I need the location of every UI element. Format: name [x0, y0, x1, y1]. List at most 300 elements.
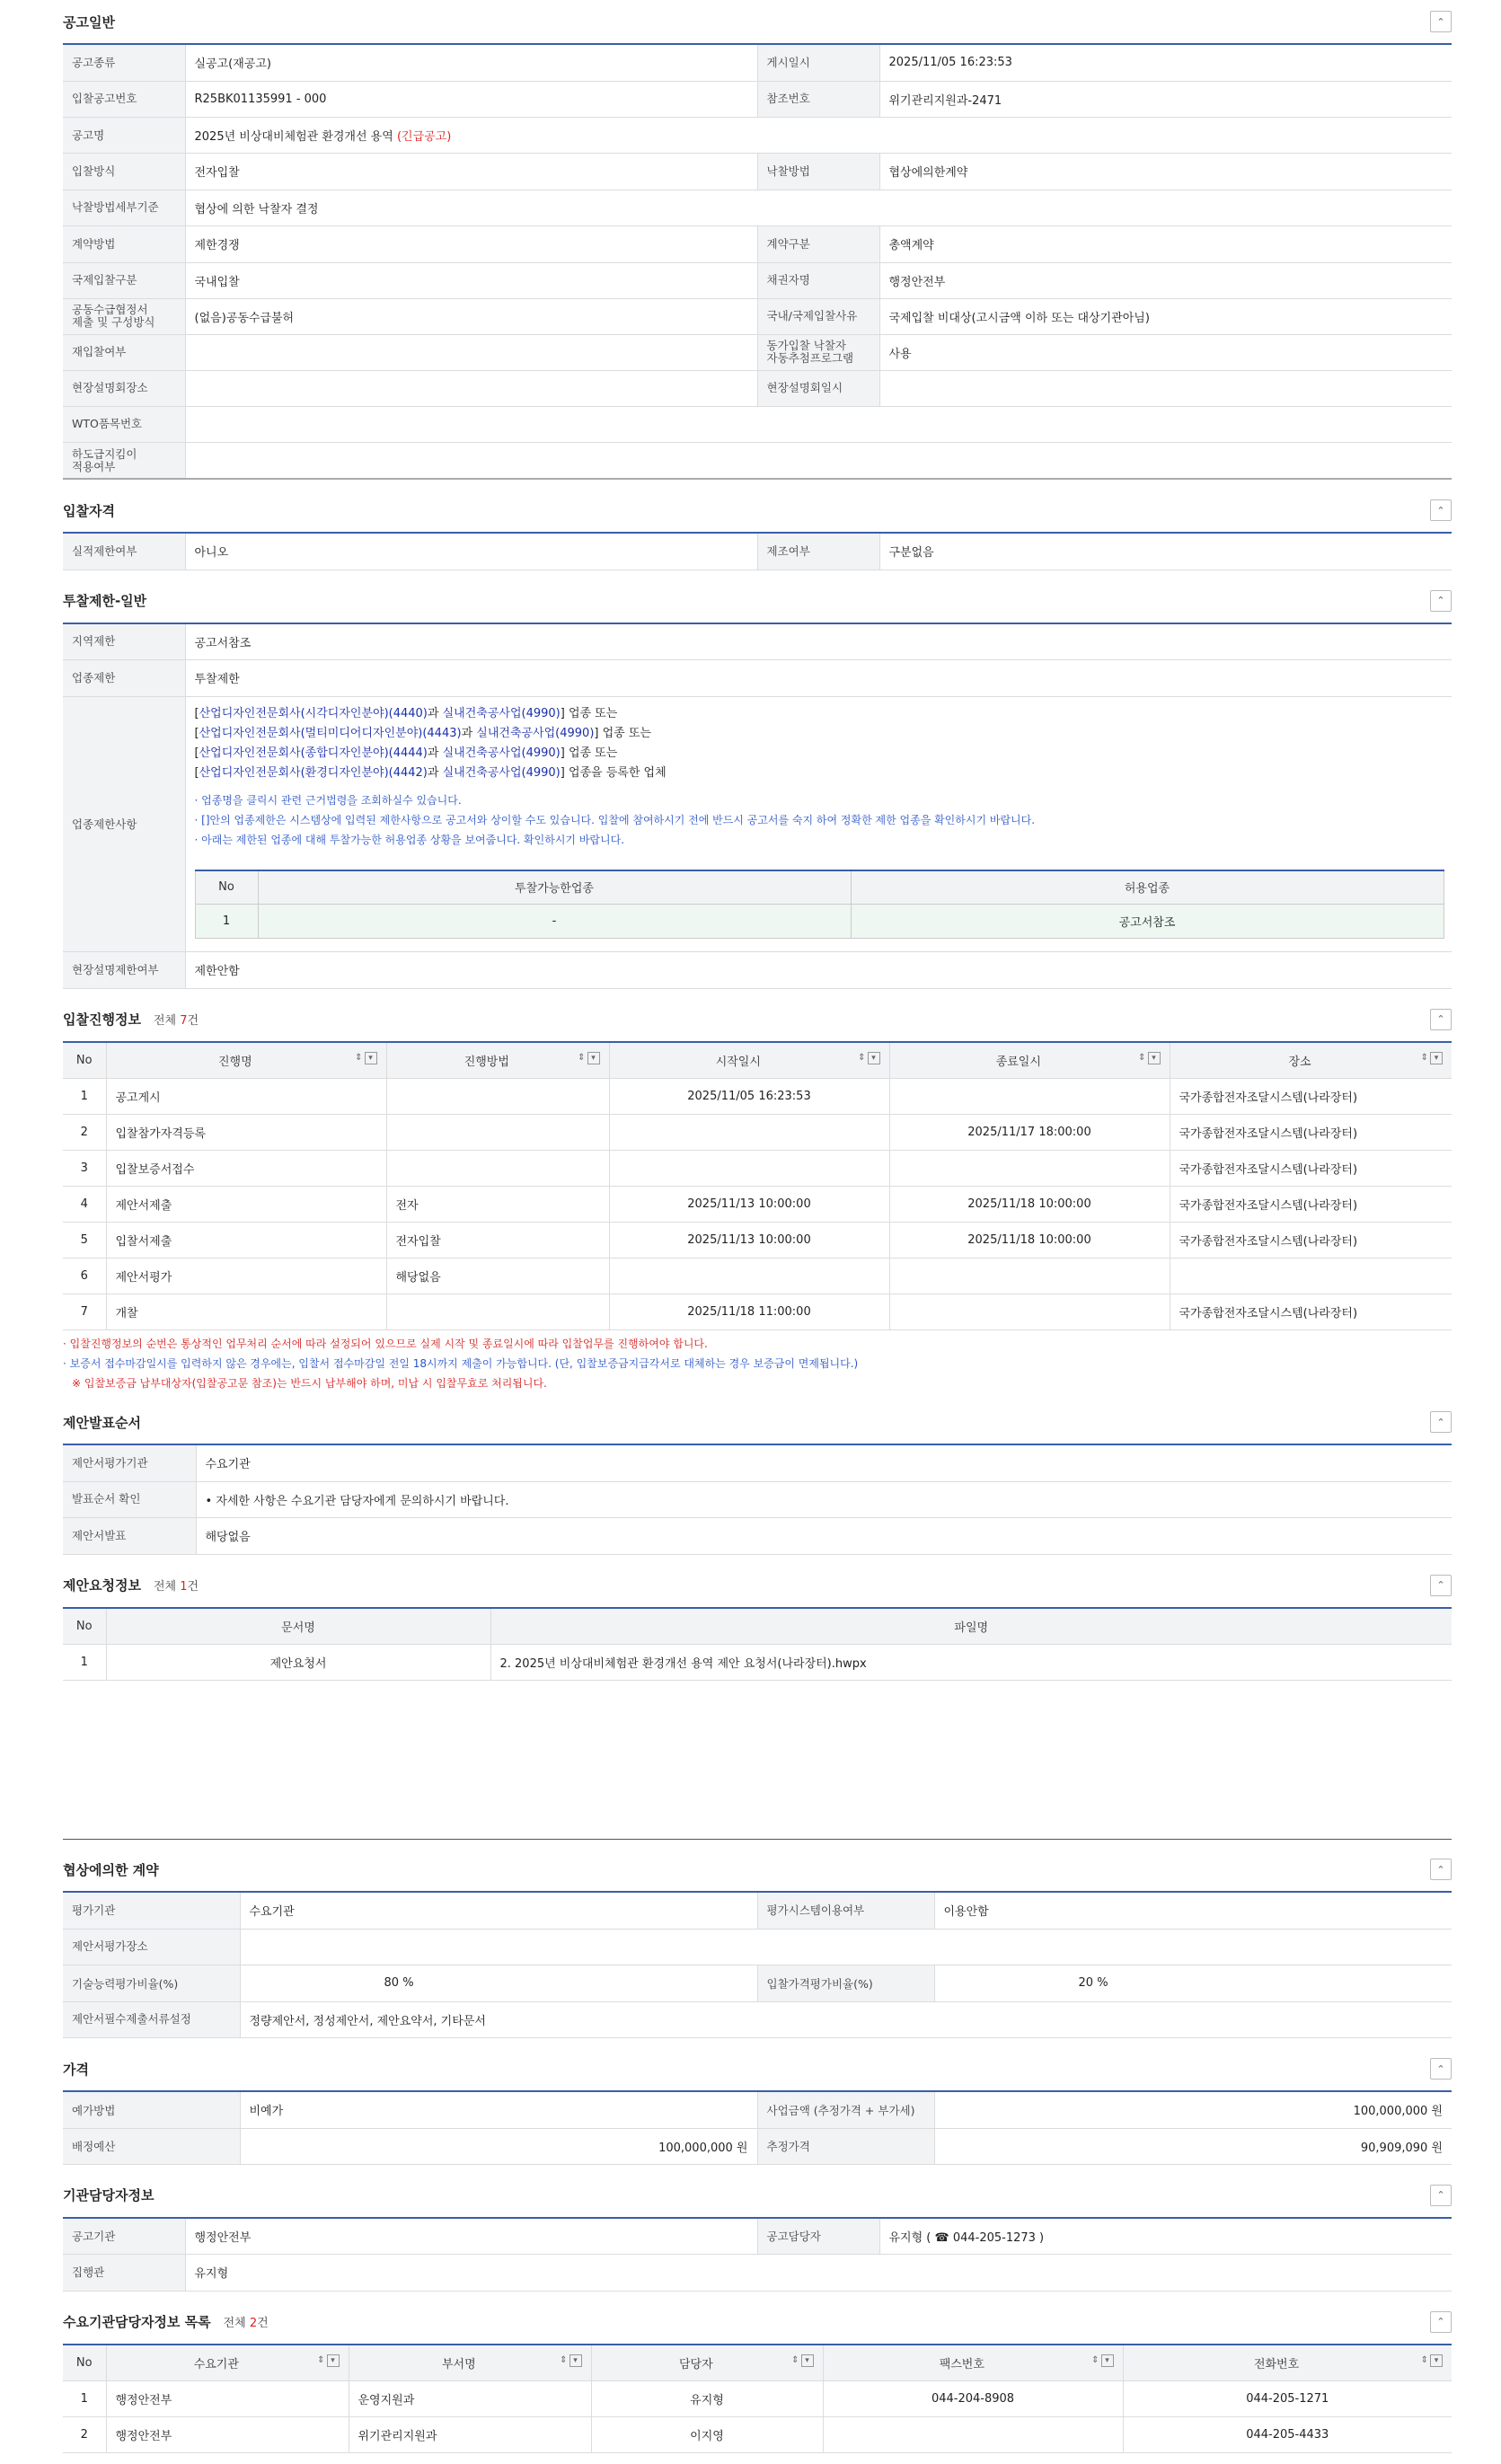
column-header: [490, 1609, 1452, 1645]
bracket: [: [194, 706, 199, 720]
field-label: 낙찰방법: [757, 154, 879, 190]
field-label: 집행관: [63, 2255, 185, 2291]
table-cell: 2: [63, 2417, 106, 2453]
info-row: [63, 660, 1452, 696]
info-table: [63, 1445, 1452, 1482]
request-count: [154, 1576, 199, 1594]
note-line: · []안의 업종제한은 시스템상에 입력된 제한사항으로 공고서와 상이할 수도 있습니다. 입찰에 참여하시기 전에 반드시 공고서를 숙지 하여 정확한 제한 업종을 확인하시기 바랍니다.: [194, 813, 1036, 826]
note-line: · 업종명을 클릭시 관련 근거법령을 조회하실수 있습니다.: [194, 793, 462, 807]
table-row: [63, 1115, 1452, 1151]
progress-notes: [63, 1330, 1452, 1400]
table-cell: 국가종합전자조달시스템(나라장터): [1170, 1115, 1452, 1151]
table-row: [63, 1187, 1452, 1223]
tech-ratio: [240, 1965, 757, 2001]
info-row: [63, 1930, 1452, 1965]
table-cell: 제안서평가: [106, 1258, 386, 1294]
field-label: 현장설명제한여부: [63, 952, 185, 988]
collapse-button[interactable]: ⌃: [1430, 11, 1452, 32]
progress-table: [63, 1043, 1452, 1331]
field-value: 전자입찰: [185, 154, 757, 190]
table-header-row: [63, 1043, 1452, 1079]
table-cell: 4: [63, 1187, 106, 1223]
column-header-label: 문서명: [281, 1621, 315, 1635]
agency-header: [63, 2174, 1452, 2219]
table-cell: [386, 1294, 609, 1330]
table-cell: 국가종합전자조달시스템(나라장터): [1170, 1294, 1452, 1330]
info-table: [63, 2219, 1452, 2256]
count-number: 7: [180, 1014, 188, 1028]
info-row: [63, 45, 1452, 81]
request-title: 제안요청정보: [63, 1577, 141, 1594]
info-table: [63, 2092, 1452, 2165]
bracket: [: [194, 765, 199, 780]
column-header: [106, 1609, 490, 1645]
bracket: [: [194, 746, 199, 760]
table-cell: 국가종합전자조달시스템(나라장터): [1170, 1223, 1452, 1258]
field-value: 협상에의한계약: [879, 154, 1452, 190]
table-cell: 전자입찰: [386, 1223, 609, 1258]
table-cell: [889, 1079, 1170, 1115]
field-label: 입찰가격평가비율(%): [757, 1965, 934, 2001]
restriction-header: [63, 579, 1452, 624]
field-value: 공고서참조: [185, 624, 1452, 660]
table-cell: 제안서제출: [106, 1187, 386, 1223]
note-text: []안의 업종제한은 시스템상에 입력된 제한사항으로 공고서와 상이할 수도 있습니다. 입찰에 참여하시기 전에 반드시 공고서를 숙지 하여 정확한 제한 업종을 확인하시기 바랍니다.: [201, 813, 1036, 826]
info-row: [63, 262, 1452, 298]
field-label: 추정가격: [757, 2128, 934, 2164]
column-header-label: 파일명: [954, 1621, 989, 1635]
field-value: 총액계약: [879, 226, 1452, 262]
column-header[interactable]: [823, 2345, 1123, 2381]
column-header[interactable]: [609, 1043, 889, 1079]
table-cell: 공고게시: [106, 1079, 386, 1115]
info-row: [63, 298, 1452, 334]
field-label: 하도급지킴이 적용여부: [63, 443, 185, 479]
table-row: [63, 1645, 1452, 1681]
column-header: 투찰가능한업종: [258, 870, 851, 905]
field-label: 공고명: [63, 118, 185, 154]
field-value: [879, 370, 1452, 406]
count-suffix: 건: [187, 1580, 199, 1594]
sort-icon[interactable]: ⇕ ▾: [858, 1052, 879, 1064]
field-value: 유지형 ( ☎ 044-205-1273 ): [879, 2219, 1452, 2255]
sort-icon[interactable]: ⇕ ▾: [791, 2354, 813, 2367]
column-header[interactable]: [106, 2345, 349, 2381]
info-table: [63, 1518, 1452, 1555]
table-cell: 1: [63, 1079, 106, 1115]
tech-ratio-value: 80: [384, 1976, 400, 1991]
field-label: 평가기관: [63, 1893, 240, 1929]
count-prefix: 전체: [223, 2317, 246, 2330]
table-cell: [386, 1151, 609, 1187]
collapse-button[interactable]: ⌃: [1430, 2058, 1452, 2080]
field-value: [185, 443, 1452, 479]
column-header-label: 종료일시: [995, 1055, 1041, 1069]
collapse-button[interactable]: ⌃: [1430, 1009, 1452, 1030]
info-table: [63, 2002, 1452, 2039]
field-label: 업종제한: [63, 660, 185, 696]
info-table: [63, 118, 1452, 155]
info-row: [63, 2002, 1452, 2038]
table-cell: 2025/11/18 10:00:00: [889, 1223, 1170, 1258]
info-row: [63, 624, 1452, 660]
table-cell: 국가종합전자조달시스템(나라장터): [1170, 1079, 1452, 1115]
field-value: 해당없음: [196, 1518, 1452, 1554]
industry-link[interactable]: 실내건축공사업(4990): [442, 765, 561, 780]
field-value: 비예가: [240, 2092, 757, 2128]
field-label: 배정예산: [63, 2128, 240, 2164]
industry-line: [195, 764, 1444, 783]
field-label: 재입찰여부: [63, 334, 185, 370]
collapse-button[interactable]: ⌃: [1430, 2311, 1452, 2333]
table-cell: [889, 1258, 1170, 1294]
info-table: [63, 443, 1452, 480]
table-cell: 044-205-1271: [1123, 2381, 1452, 2417]
count-prefix: 전체: [153, 1580, 177, 1594]
collapse-button[interactable]: ⌃: [1430, 590, 1452, 612]
field-value: 위기관리지원과-2471: [879, 81, 1452, 117]
field-label: 제조여부: [757, 534, 879, 570]
sort-icon[interactable]: ⇕ ▾: [1421, 1052, 1443, 1064]
sort-icon[interactable]: ⇕ ▾: [1091, 2354, 1113, 2367]
urgent-badge: (긴급공고): [396, 129, 452, 144]
table-cell: 공고서참조: [851, 905, 1444, 939]
presentation-title: 제안발표순서: [63, 1414, 141, 1431]
info-table: [63, 1893, 1452, 1930]
column-header-label: No: [75, 1619, 93, 1633]
table-cell: 행정안전부: [106, 2381, 349, 2417]
table-row: [63, 1258, 1452, 1294]
column-header-label: 전화번호: [1253, 2357, 1300, 2371]
field-value: 제한안함: [185, 952, 1452, 988]
field-value: (없음)공동수급불허: [185, 298, 757, 334]
table-cell: 3: [63, 1151, 106, 1187]
collapse-button[interactable]: ⌃: [1430, 499, 1452, 521]
info-text: 자세한 사항은 수요기관 담당자에게 문의하시기 바랍니다.: [216, 1494, 509, 1508]
field-value: 투찰제한: [185, 660, 1452, 696]
table-cell: 입찰참가자격등록: [106, 1115, 386, 1151]
info-table: [63, 1482, 1452, 1519]
field-value: 행정안전부: [879, 262, 1452, 298]
count-suffix: 건: [187, 1014, 199, 1028]
field-label: 동가입찰 낙찰자 자동추첨프로그램: [757, 334, 879, 370]
field-value: 정량제안서, 정성제안서, 제안요약서, 기타문서: [240, 2002, 1452, 2038]
allowed-industry-table: [195, 870, 1444, 940]
column-header: [63, 1609, 106, 1645]
table-cell: 2025/11/17 18:00:00: [889, 1115, 1170, 1151]
info-table: [63, 952, 1452, 989]
table-cell: 5: [63, 1223, 106, 1258]
info-row: [63, 81, 1452, 117]
field-label: 발표순서 확인: [63, 1482, 196, 1518]
page-root: [63, 0, 1452, 2453]
column-header-label: 부서명: [441, 2357, 476, 2371]
table-cell: 2025/11/18 11:00:00: [609, 1294, 889, 1330]
table-cell: [609, 1151, 889, 1187]
info-row: [63, 1893, 1452, 1929]
table-cell: 2025/11/05 16:23:53: [609, 1079, 889, 1115]
sort-icon[interactable]: ⇕ ▾: [1421, 2354, 1443, 2367]
table-cell: 전자: [386, 1187, 609, 1223]
info-row: [63, 443, 1452, 479]
demand-table: [63, 2345, 1452, 2454]
spacer: [63, 480, 1452, 489]
spacer: [63, 1555, 1452, 1564]
table-cell: 이지영: [591, 2417, 823, 2453]
field-label: 공고기관: [63, 2219, 185, 2255]
industry-link[interactable]: 산업디자인전문회사(종합디자인분야)(4444): [199, 746, 428, 760]
field-value: 협상에 의한 낙찰자 결정: [185, 190, 1452, 226]
info-row: [63, 697, 1452, 952]
field-value: 아니오: [185, 534, 757, 570]
price-ratio: [934, 1965, 1452, 2001]
table-cell: 1: [195, 905, 258, 939]
suffix: ] 업종 또는: [560, 706, 618, 720]
note-text: 아래는 제한된 업종에 대해 투찰가능한 허용업종 상황을 보여줍니다. 확인하시기 바랍니다.: [201, 833, 625, 846]
field-label: 기술능력평가비율(%): [63, 1965, 240, 2001]
field-label: 공고담당자: [757, 2219, 879, 2255]
demand-count: [224, 2313, 269, 2330]
table-cell: 유지형: [591, 2381, 823, 2417]
table-row: [195, 905, 1444, 939]
info-table: [63, 697, 1452, 953]
sort-icon[interactable]: ⇕ ▾: [317, 2354, 339, 2367]
industry-link[interactable]: 실내건축공사업(4990): [442, 746, 561, 760]
qualification-header: [63, 489, 1452, 534]
column-header-label: 진행명: [217, 1055, 252, 1069]
field-value: [185, 370, 757, 406]
field-label: 사업금액 (추정가격 + 부가세): [757, 2092, 934, 2128]
info-table: [63, 2255, 1452, 2292]
table-header-row: [63, 1609, 1452, 1645]
info-row: [63, 1518, 1452, 1554]
table-cell: 국가종합전자조달시스템(나라장터): [1170, 1187, 1452, 1223]
info-table: [63, 1965, 1452, 2002]
column-header-label: No: [75, 1053, 93, 1067]
table-cell: 1: [63, 1645, 106, 1681]
table-cell: [386, 1079, 609, 1115]
table-cell: 입찰보증서접수: [106, 1151, 386, 1187]
bracket: [: [194, 726, 199, 740]
field-label: 제안서평가기관: [63, 1445, 196, 1481]
connector: 과: [427, 765, 443, 780]
column-header[interactable]: [386, 1043, 609, 1079]
field-label: 국제입찰구분: [63, 262, 185, 298]
info-row: [63, 2092, 1452, 2128]
field-value: 제한경쟁: [185, 226, 757, 262]
blank-area: [63, 1681, 1452, 1839]
count-number: 1: [180, 1580, 188, 1594]
count-number: 2: [249, 2317, 258, 2330]
table-row: [63, 1079, 1452, 1115]
column-header[interactable]: [1123, 2345, 1452, 2381]
field-label: 공동수급협정서 제출 및 구성방식: [63, 298, 185, 334]
info-row: [63, 534, 1452, 570]
qualification-title: 입찰자격: [63, 502, 115, 519]
industry-link[interactable]: 실내건축공사업(4990): [442, 706, 561, 720]
request-title-wrap: [63, 1576, 1430, 1594]
table-row: [63, 1151, 1452, 1187]
field-value: 유지형: [185, 2255, 1452, 2291]
info-row: [63, 370, 1452, 406]
table-cell: 행정안전부: [106, 2417, 349, 2453]
column-header: 허용업종: [851, 870, 1444, 905]
table-cell: 2. 2025년 비상대비체험관 환경개선 용역 제안 요청서(나라장터).hwpx: [490, 1645, 1452, 1681]
notice-name: 2025년 비상대비체험관 환경개선 용역: [194, 129, 393, 144]
count-suffix: 건: [257, 2317, 269, 2330]
info-table: [63, 45, 1452, 118]
info-row: [63, 952, 1452, 988]
column-header[interactable]: [1170, 1043, 1452, 1079]
table-cell: 6: [63, 1258, 106, 1294]
field-value: 사용: [879, 334, 1452, 370]
info-row: [63, 1445, 1452, 1481]
demand-title: 수요기관담당자정보 목록: [63, 2314, 211, 2330]
info-table: [63, 660, 1452, 697]
field-value: [185, 407, 1452, 443]
column-header-label: No: [75, 2355, 93, 2370]
industry-link[interactable]: 실내건축공사업(4990): [476, 726, 595, 740]
collapse-button[interactable]: ⌃: [1430, 1859, 1452, 1880]
table-cell: 2025/11/18 10:00:00: [889, 1187, 1170, 1223]
table-cell: -: [258, 905, 851, 939]
table-cell: 운영지원과: [349, 2381, 591, 2417]
column-header[interactable]: [349, 2345, 591, 2381]
field-value: 국내입찰: [185, 262, 757, 298]
demand-header: [63, 2301, 1452, 2345]
connector: 과: [427, 706, 443, 720]
field-value: 수요기관: [240, 1893, 757, 1929]
industry-link[interactable]: 산업디자인전문회사(멀티미디어디자인분야)(4443): [199, 726, 462, 740]
field-label: 현장설명회일시: [757, 370, 879, 406]
field-label: 채권자명: [757, 262, 879, 298]
field-label: 국내/국제입찰사유: [757, 298, 879, 334]
field-label: 예가방법: [63, 2092, 240, 2128]
suffix: ] 업종을 등록한 업체: [560, 765, 667, 780]
table-cell: 2: [63, 1115, 106, 1151]
column-header: [63, 2345, 106, 2381]
request-header: [63, 1564, 1452, 1609]
info-table: [63, 1930, 1452, 1966]
field-label: 계약구분: [757, 226, 879, 262]
field-label: 참조번호: [757, 81, 879, 117]
notice-name-value: [185, 118, 1452, 154]
field-value: 국제입찰 비대상(고시금액 이하 또는 대상기관아님): [879, 298, 1452, 334]
column-header[interactable]: [591, 2345, 823, 2381]
price-ratio-value: 20: [1078, 1976, 1094, 1991]
spacer: [63, 2292, 1452, 2301]
progress-title-wrap: [63, 1010, 1430, 1029]
collapse-button[interactable]: ⌃: [1430, 1411, 1452, 1433]
note-text: 업종명을 클릭시 관련 근거법령을 조회하실수 있습니다.: [201, 793, 462, 807]
field-value: [185, 334, 757, 370]
field-value: 구분없음: [879, 534, 1452, 570]
table-cell: [609, 1115, 889, 1151]
table-cell: 044-204-8908: [823, 2381, 1123, 2417]
count-prefix: 전체: [153, 1014, 177, 1028]
progress-title: 입찰진행정보: [63, 1011, 141, 1028]
table-cell: 국가종합전자조달시스템(나라장터): [1170, 1151, 1452, 1187]
column-header[interactable]: [106, 1043, 386, 1079]
column-header-label: 시작일시: [715, 1055, 761, 1069]
table-cell: 044-205-4433: [1123, 2417, 1452, 2453]
column-header[interactable]: [889, 1043, 1170, 1079]
table-cell: [889, 1151, 1170, 1187]
table-cell: 개찰: [106, 1294, 386, 1330]
info-row: [63, 2255, 1452, 2291]
table-cell: 2025/11/13 10:00:00: [609, 1187, 889, 1223]
info-row: [63, 226, 1452, 262]
info-row: [63, 2219, 1452, 2255]
collapse-button[interactable]: ⌃: [1430, 2185, 1452, 2206]
field-value: R25BK01135991 - 000: [185, 81, 757, 117]
column-header-label: 담당자: [678, 2357, 713, 2371]
field-value: 행정안전부: [185, 2219, 757, 2255]
table-cell: 7: [63, 1294, 106, 1330]
column-header-label: 장소: [1288, 1055, 1311, 1069]
field-label: 입찰방식: [63, 154, 185, 190]
demand-title-wrap: [63, 2312, 1430, 2331]
industry-link[interactable]: 산업디자인전문회사(시각디자인분야)(4440): [199, 706, 428, 720]
sort-icon[interactable]: ⇕ ▾: [355, 1052, 376, 1064]
column-header-label: 팩스번호: [939, 2357, 984, 2371]
presentation-header: [63, 1400, 1452, 1445]
table-header-row: [195, 870, 1444, 905]
table-row: [63, 1294, 1452, 1330]
column-header: [63, 1043, 106, 1079]
info-row: [63, 190, 1452, 226]
table-cell: [889, 1294, 1170, 1330]
info-row: [63, 1482, 1452, 1518]
agency-title: 기관담당자정보: [63, 2187, 155, 2203]
spacer: [63, 989, 1452, 998]
column-header: No: [195, 870, 258, 905]
collapse-button[interactable]: ⌃: [1430, 1575, 1452, 1596]
table-cell: 위기관리지원과: [349, 2417, 591, 2453]
info-table: [63, 190, 1452, 227]
percent-unit: %: [1097, 1976, 1108, 1991]
percent-unit: %: [402, 1976, 414, 1991]
warning-note: ※ 입찰보증금 납부대상자(입찰공고문 참조)는 반드시 납부해야 하며, 미납 시 입찰무효로 처리됩니다.: [72, 1377, 547, 1390]
sort-icon[interactable]: ⇕ ▾: [560, 2354, 581, 2367]
spacer: [63, 570, 1452, 579]
notice-general-title: 공고일반: [63, 13, 115, 31]
info-row: [63, 118, 1452, 154]
table-cell: 1: [63, 2381, 106, 2417]
table-cell: 제안요청서: [106, 1645, 490, 1681]
info-table: [63, 534, 1452, 570]
sort-icon[interactable]: ⇕ ▾: [1138, 1052, 1160, 1064]
info-row: [63, 2128, 1452, 2164]
table-cell: [823, 2417, 1123, 2453]
industry-line: [195, 724, 1444, 744]
table-cell: 해당없음: [386, 1258, 609, 1294]
field-value: 100,000,000 원: [934, 2092, 1452, 2128]
divider: [63, 1839, 1452, 1848]
spacer: [63, 2038, 1452, 2047]
column-header-label: 진행방법: [464, 1055, 509, 1069]
sort-icon[interactable]: ⇕ ▾: [578, 1052, 599, 1064]
notice-general-header: [63, 0, 1452, 45]
connector: 과: [427, 746, 443, 760]
spacer: [63, 2165, 1452, 2174]
industry-link[interactable]: 산업디자인전문회사(환경디자인분야)(4442): [199, 765, 428, 780]
note-line: · 아래는 제한된 업종에 대해 투찰가능한 허용업종 상황을 보여줍니다. 확인하시기 바랍니다.: [194, 833, 625, 846]
field-label: 제안서평가장소: [63, 1930, 240, 1965]
field-label: 게시일시: [757, 45, 879, 81]
field-value: 수요기관: [196, 1445, 1452, 1481]
field-label: WTO품목번호: [63, 407, 185, 443]
